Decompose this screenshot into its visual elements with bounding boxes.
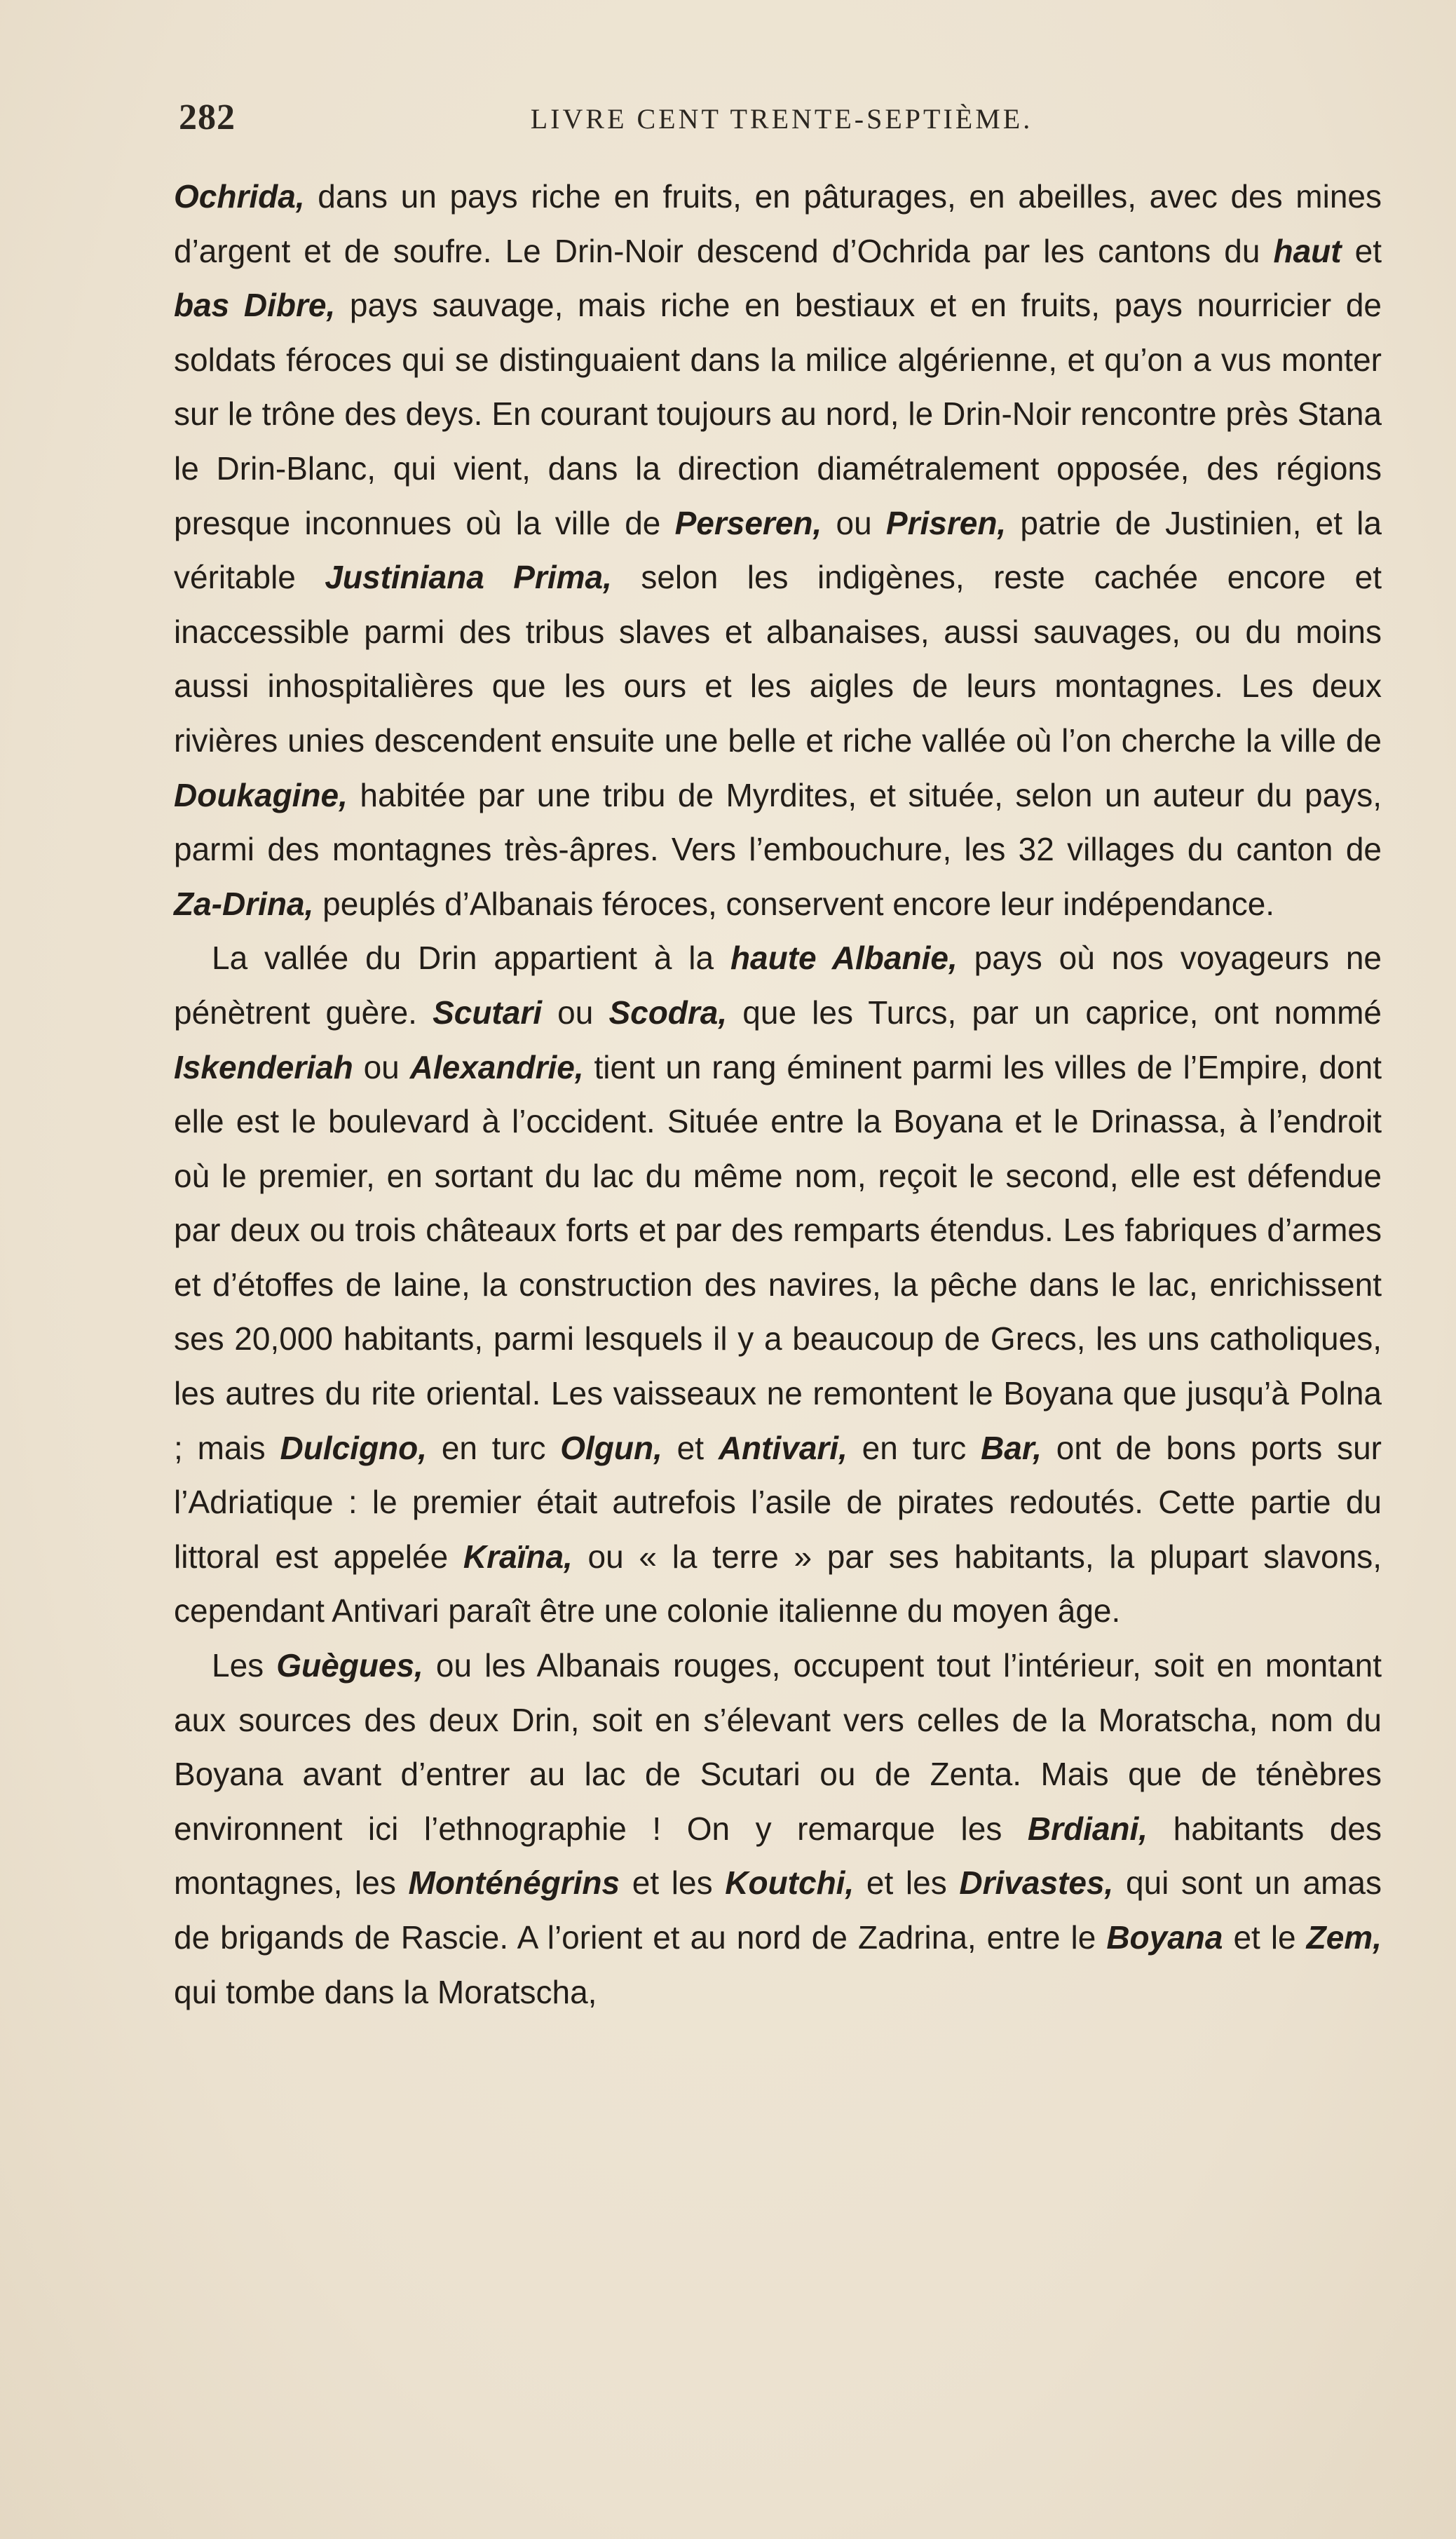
- italic-term: Boyana: [1106, 1919, 1223, 1956]
- running-title: LIVRE CENT TRENTE-SEPTIÈME.: [530, 103, 1033, 135]
- italic-term: Alexandrie,: [409, 1048, 584, 1085]
- italic-term: Drivastes,: [959, 1864, 1114, 1902]
- text-run: et: [1341, 232, 1382, 269]
- text-run: habitée par une tribu de Myrdites, et située, selon un auteur du pays, parmi des montagnes très-âpres. Vers l’embouchure, les 32 villages du canton de: [174, 776, 1382, 868]
- italic-term: Scutari: [433, 994, 543, 1031]
- paragraph: [174, 931, 1382, 1639]
- italic-term: haute Albanie,: [730, 940, 958, 977]
- text-run: en turc: [847, 1429, 981, 1466]
- text-run: ou: [542, 994, 609, 1031]
- italic-term: Monténégrins: [408, 1864, 620, 1902]
- text-run: qui sont un amas de brigands de Rascie. A l’orient et au nord de Zadrina, entre le: [174, 1864, 1382, 1956]
- paragraph: [174, 170, 1382, 931]
- text-run: ou: [822, 504, 886, 541]
- text-run: pays où nos voyageurs ne pénètrent guère.: [174, 940, 1382, 1031]
- page-header: [179, 97, 1384, 146]
- text-run: et: [662, 1429, 719, 1466]
- text-run: Les: [212, 1647, 277, 1684]
- italic-term: Koutchi,: [725, 1864, 855, 1902]
- italic-term: Bar,: [981, 1429, 1042, 1466]
- text-run: patrie de Justinien, et la véritable: [174, 504, 1382, 596]
- text-run: et les: [854, 1864, 960, 1902]
- text-run: que les Turcs, par un caprice, ont nommé: [727, 994, 1382, 1031]
- text-run: et les: [620, 1864, 726, 1902]
- text-run: ou les Albanais rouges, occupent tout l’intérieur, soit en montant aux sources des deux Drin, soit en s’élevant vers celles de la Moratscha, nom du Boyana avant d’entrer au lac de Scutari ou de Zenta. Mais que de ténèbres environnent ici l’ethnographie ! On y remarque les: [174, 1647, 1382, 1847]
- text-run: peuplés d’Albanais féroces, conservent encore leur indépendance.: [313, 885, 1275, 922]
- text-run: qui tombe dans la Moratscha,: [174, 1973, 597, 2010]
- italic-term: bas Dibre,: [174, 287, 336, 324]
- italic-term: Olgun,: [560, 1429, 662, 1466]
- text-run: et le: [1223, 1919, 1307, 1956]
- italic-term: Justiniana Prima,: [325, 559, 612, 596]
- text-run: ou: [353, 1048, 410, 1085]
- text-run: ont de bons ports sur l’Adriatique : le premier était autrefois l’asile de pirates redoutés. Cette partie du littoral est appelée: [174, 1429, 1382, 1575]
- italic-term: Iskenderiah: [174, 1048, 353, 1085]
- italic-term: Doukagine,: [174, 776, 348, 813]
- italic-term: Antivari,: [718, 1429, 848, 1466]
- text-run: La vallée du Drin appartient à la: [212, 940, 730, 977]
- text-run: tient un rang éminent parmi les villes de l’Empire, dont elle est le boulevard à l’occident. Située entre la Boyana et le Drinassa, à l’endroit où le premier, en sortant du lac du même nom, reçoit le second, elle est défendue par deux ou trois châteaux forts et par des remparts étendus. Les fabriques d’armes et d’étoffes de laine, la construction des navires, la pêche dans le lac, enrichissent ses 20,000 habitants, parmi lesquels il y a beaucoup de Grecs, les uns catholiques, les autres du rite oriental. Les vaisseaux ne remontent le Boyana que jusqu’à Polna ; mais: [174, 1048, 1382, 1466]
- body-text: [174, 170, 1382, 2019]
- italic-term: Scodra,: [608, 994, 728, 1031]
- text-run: habitants des montagnes, les: [174, 1810, 1382, 1902]
- italic-term: Perseren,: [674, 504, 822, 541]
- italic-term: Prisren,: [885, 504, 1007, 541]
- text-run: ou « la terre » par ses habitants, la plupart slavons, cependant Antivari paraît être une colonie italienne du moyen âge.: [174, 1538, 1382, 1630]
- italic-term: Brdiani,: [1027, 1810, 1148, 1847]
- italic-term: haut: [1273, 232, 1342, 269]
- text-run: en turc: [427, 1429, 561, 1466]
- text-run: dans un pays riche en fruits, en pâturages, en abeilles, avec des mines d’argent et de soufre. Le Drin-Noir descend d’Ochrida par les cantons du: [174, 178, 1382, 269]
- italic-term: Ochrida,: [174, 178, 305, 215]
- paragraph: [174, 1639, 1382, 2019]
- text-run: selon les indigènes, reste cachée encore et inaccessible parmi des tribus slaves et albanaises, aussi sauvages, ou du moins aussi inhospitalières que les ours et les aigles de leurs montagnes. Les deux rivières unies descendent ensuite une belle et riche vallée où l’on cherche la ville de: [174, 559, 1382, 759]
- italic-term: Dulcigno,: [280, 1429, 428, 1466]
- italic-term: Kraïna,: [463, 1538, 573, 1575]
- italic-term: Za-Drina,: [174, 885, 314, 922]
- text-run: pays sauvage, mais riche en bestiaux et en fruits, pays nourricier de soldats féroces qui se distinguaient dans la milice algérienne, et qu’on a vus monter sur le trône des deys. En courant toujours au nord, le Drin-Noir rencontre près Stana le Drin-Blanc, qui vient, dans la direction diamétralement opposée, des régions presque inconnues où la ville de: [174, 287, 1382, 541]
- italic-term: Zem,: [1306, 1919, 1382, 1956]
- page-number: 282: [179, 97, 236, 137]
- italic-term: Guègues,: [276, 1647, 423, 1684]
